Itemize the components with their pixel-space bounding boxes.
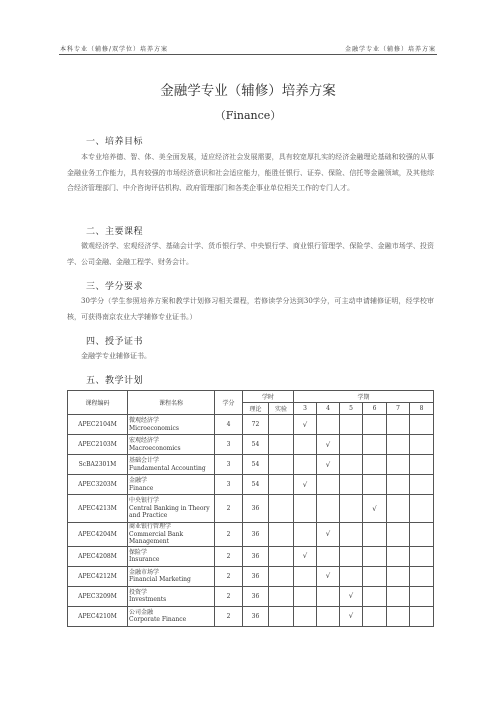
course-code-cell: APEC4204M [68,523,128,547]
term-6-cell [363,455,387,475]
course-name-cell [128,415,215,435]
course-name-en: Microeconomics [129,424,179,432]
term-5-check: √ [340,606,363,626]
term-3-cell [294,455,317,475]
hours-theory-cell: 72 [243,415,269,435]
credit-cell: 2 [215,523,243,547]
term-5-cell [340,435,363,455]
course-code-cell: ScBA2301M [68,455,128,475]
header-term-8: 8 [410,403,434,415]
teaching-plan-table [67,390,434,627]
course-code-cell: APEC3209M [68,586,128,606]
course-name-en: Insurance [129,556,160,563]
table-row [68,566,434,586]
term-5-cell [340,455,363,475]
course-name-cn: 中央银行学 [129,497,160,505]
term-8-cell [410,495,434,523]
header-term-7: 7 [387,403,410,415]
section-body-courses: 微观经济学、宏观经济学、基础会计学、货币银行学、中央银行学、商业银行管理学、保险学、金融市场学、投资学、公司金融、金融工程学、财务会计。 [67,242,434,266]
hours-lab-cell [269,586,294,606]
course-name-cn: 宏观经济学 [129,437,160,444]
term-4-cell [317,546,340,566]
course-name-cell [128,455,215,475]
term-6-cell [363,475,387,495]
header-term-3: 3 [294,403,317,415]
hours-theory-cell: 54 [243,435,269,455]
course-name-cell [128,523,215,547]
term-8-cell [410,415,434,435]
table-row [68,606,434,626]
page-subtitle: （Finance） [214,109,282,122]
section-heading-teaching-plan: 五、教学计划 [86,376,144,386]
header-code: 课程编码 [68,391,128,415]
course-name-cell [128,475,215,495]
header-left-text: 本科专业（辅修/双学位）培养方案 [60,46,169,53]
term-8-cell [410,455,434,475]
term-6-cell [363,415,387,435]
course-name-cell [128,435,215,455]
term-6-cell [363,566,387,586]
term-7-cell [387,435,410,455]
hours-lab-cell [269,455,294,475]
term-3-check: √ [294,475,317,495]
course-code-cell: APEC4208M [68,546,128,566]
term-6-check: √ [363,495,387,523]
section-heading-certificate: 四、授予证书 [86,337,144,347]
credit-cell: 3 [215,435,243,455]
term-7-cell [387,495,410,523]
hours-theory-cell: 54 [243,475,269,495]
term-5-cell [340,475,363,495]
term-5-check: √ [340,586,363,606]
hours-lab-cell [269,566,294,586]
term-4-cell [317,415,340,435]
term-4-cell [317,475,340,495]
course-code-cell: APEC4212M [68,566,128,586]
term-4-cell [317,606,340,626]
course-name-en: Financial Marketing [129,576,191,583]
term-8-cell [410,586,434,606]
section-body-certificate: 金融学专业辅修证书。 [81,352,151,360]
table-row [68,495,434,523]
hours-theory-cell: 36 [243,546,269,566]
term-5-cell [340,415,363,435]
credit-cell: 3 [215,455,243,475]
section-body-objectives: 本专业培养德、智、体、美全面发展，适应经济社会发展需要，具有较宽厚扎实的经济金融理论基础和较强的从事金融业务工作能力，具有较强的市场经济意识和社会适应能力，能胜任银行、证券、保险、信托等金融领域，及其他综合经济管理部门、中介咨询评估机构、政府管理部门和各类企事业单位相关工作的专门人才。 [67,153,434,193]
course-name-cn: 金融市场学 [129,568,160,576]
course-code-cell: APEC3203M [68,475,128,495]
hours-lab-cell [269,523,294,547]
course-name-en: Fundamental Accounting [129,464,206,472]
page-title: 金融学专业（辅修）培养方案 [160,83,336,99]
table-row [68,546,434,566]
header-term-4: 4 [317,403,340,415]
term-7-cell [387,546,410,566]
section-heading-credits: 三、学分要求 [86,282,144,292]
course-code-cell: APEC4213M [68,495,128,523]
header-hours-theory: 理论 [243,403,269,415]
header-term-5: 5 [340,403,363,415]
term-5-cell [340,495,363,523]
section-heading-courses: 二、主要课程 [86,227,144,237]
credit-cell: 2 [215,495,243,523]
course-name-cell [128,566,215,586]
term-7-cell [387,455,410,475]
term-4-cell [317,586,340,606]
term-5-cell [340,546,363,566]
term-7-cell [387,415,410,435]
credit-cell: 3 [215,475,243,495]
header-hours-lab: 实验 [269,403,294,415]
table-row [68,475,434,495]
course-code-cell: APEC2103M [68,435,128,455]
course-name-cn: 保险学 [129,548,148,556]
running-header [59,43,437,55]
term-8-cell [410,566,434,586]
hours-theory-cell: 36 [243,523,269,547]
term-6-cell [363,523,387,547]
course-name-cn: 商业银行管理学 [129,523,172,530]
term-4-check: √ [317,523,340,547]
table-row [68,586,434,606]
header-name: 课程名称 [128,391,215,415]
credit-cell: 2 [215,606,243,626]
course-name-cell [128,586,215,606]
header-term-6: 6 [363,403,387,415]
table-row [68,435,434,455]
term-7-cell [387,475,410,495]
section-heading-objectives: 一、培养目标 [86,137,144,147]
hours-lab-cell [269,435,294,455]
course-name-cell [128,606,215,626]
hours-lab-cell [269,546,294,566]
course-name-cn: 公司金融 [129,608,154,616]
hours-theory-cell: 54 [243,455,269,475]
course-name-en: Corporate Finance [129,616,187,623]
course-code-cell: APEC2104M [68,415,128,435]
course-name-en: Commercial Bank Management [129,530,184,545]
course-name-cn: 基础会计学 [129,457,160,464]
hours-theory-cell: 36 [243,566,269,586]
course-name-en: Investments [129,596,167,603]
header-right-text: 金融学专业（辅修）培养方案 [344,46,436,53]
section-body-credits: 30学分（学生参照培养方案和教学计划修习相关课程，若修读学分达到30学分，可主动申请辅修证明，经学校审核，可获得南京农业大学辅修专业证书。） [67,297,434,321]
term-7-cell [387,586,410,606]
header-term: 学期 [294,391,434,403]
term-3-cell [294,586,317,606]
term-3-cell [294,566,317,586]
table-row [68,415,434,435]
hours-theory-cell: 36 [243,606,269,626]
term-7-cell [387,606,410,626]
header-hours: 学时 [243,391,294,403]
hours-theory-cell: 36 [243,495,269,523]
term-4-cell [317,495,340,523]
term-8-cell [410,475,434,495]
header-credit: 学分 [215,391,243,415]
term-3-cell [294,495,317,523]
hours-theory-cell: 36 [243,586,269,606]
term-3-cell [294,435,317,455]
term-7-cell [387,523,410,547]
term-4-check: √ [317,455,340,475]
table-row [68,523,434,547]
term-5-cell [340,523,363,547]
term-6-cell [363,606,387,626]
credit-cell: 2 [215,586,243,606]
hours-lab-cell [269,415,294,435]
table-header-row [68,391,434,403]
term-5-cell [340,566,363,586]
credit-cell: 2 [215,566,243,586]
term-6-cell [363,435,387,455]
credit-cell: 4 [215,415,243,435]
course-name-en: Finance [129,484,154,492]
term-8-cell [410,435,434,455]
course-code-cell: APEC4210M [68,606,128,626]
hours-lab-cell [269,475,294,495]
term-8-cell [410,546,434,566]
hours-lab-cell [269,495,294,523]
term-4-check: √ [317,435,340,455]
term-8-cell [410,606,434,626]
course-name-cell [128,546,215,566]
credit-cell: 2 [215,546,243,566]
course-name-en: Central Banking in Theory and Practice [129,504,210,520]
course-name-en: Macroeconomics [129,444,181,452]
term-3-cell [294,606,317,626]
course-name-cn: 金融学 [129,477,148,484]
hours-lab-cell [269,606,294,626]
term-6-cell [363,586,387,606]
course-name-cn: 微观经济学 [129,417,160,424]
table-row [68,455,434,475]
course-name-cn: 投资学 [129,588,148,596]
term-6-cell [363,546,387,566]
term-7-cell [387,566,410,586]
term-3-check: √ [294,546,317,566]
term-3-cell [294,523,317,547]
term-3-check: √ [294,415,317,435]
course-name-cell [128,495,215,523]
term-4-check: √ [317,566,340,586]
term-8-cell [410,523,434,547]
